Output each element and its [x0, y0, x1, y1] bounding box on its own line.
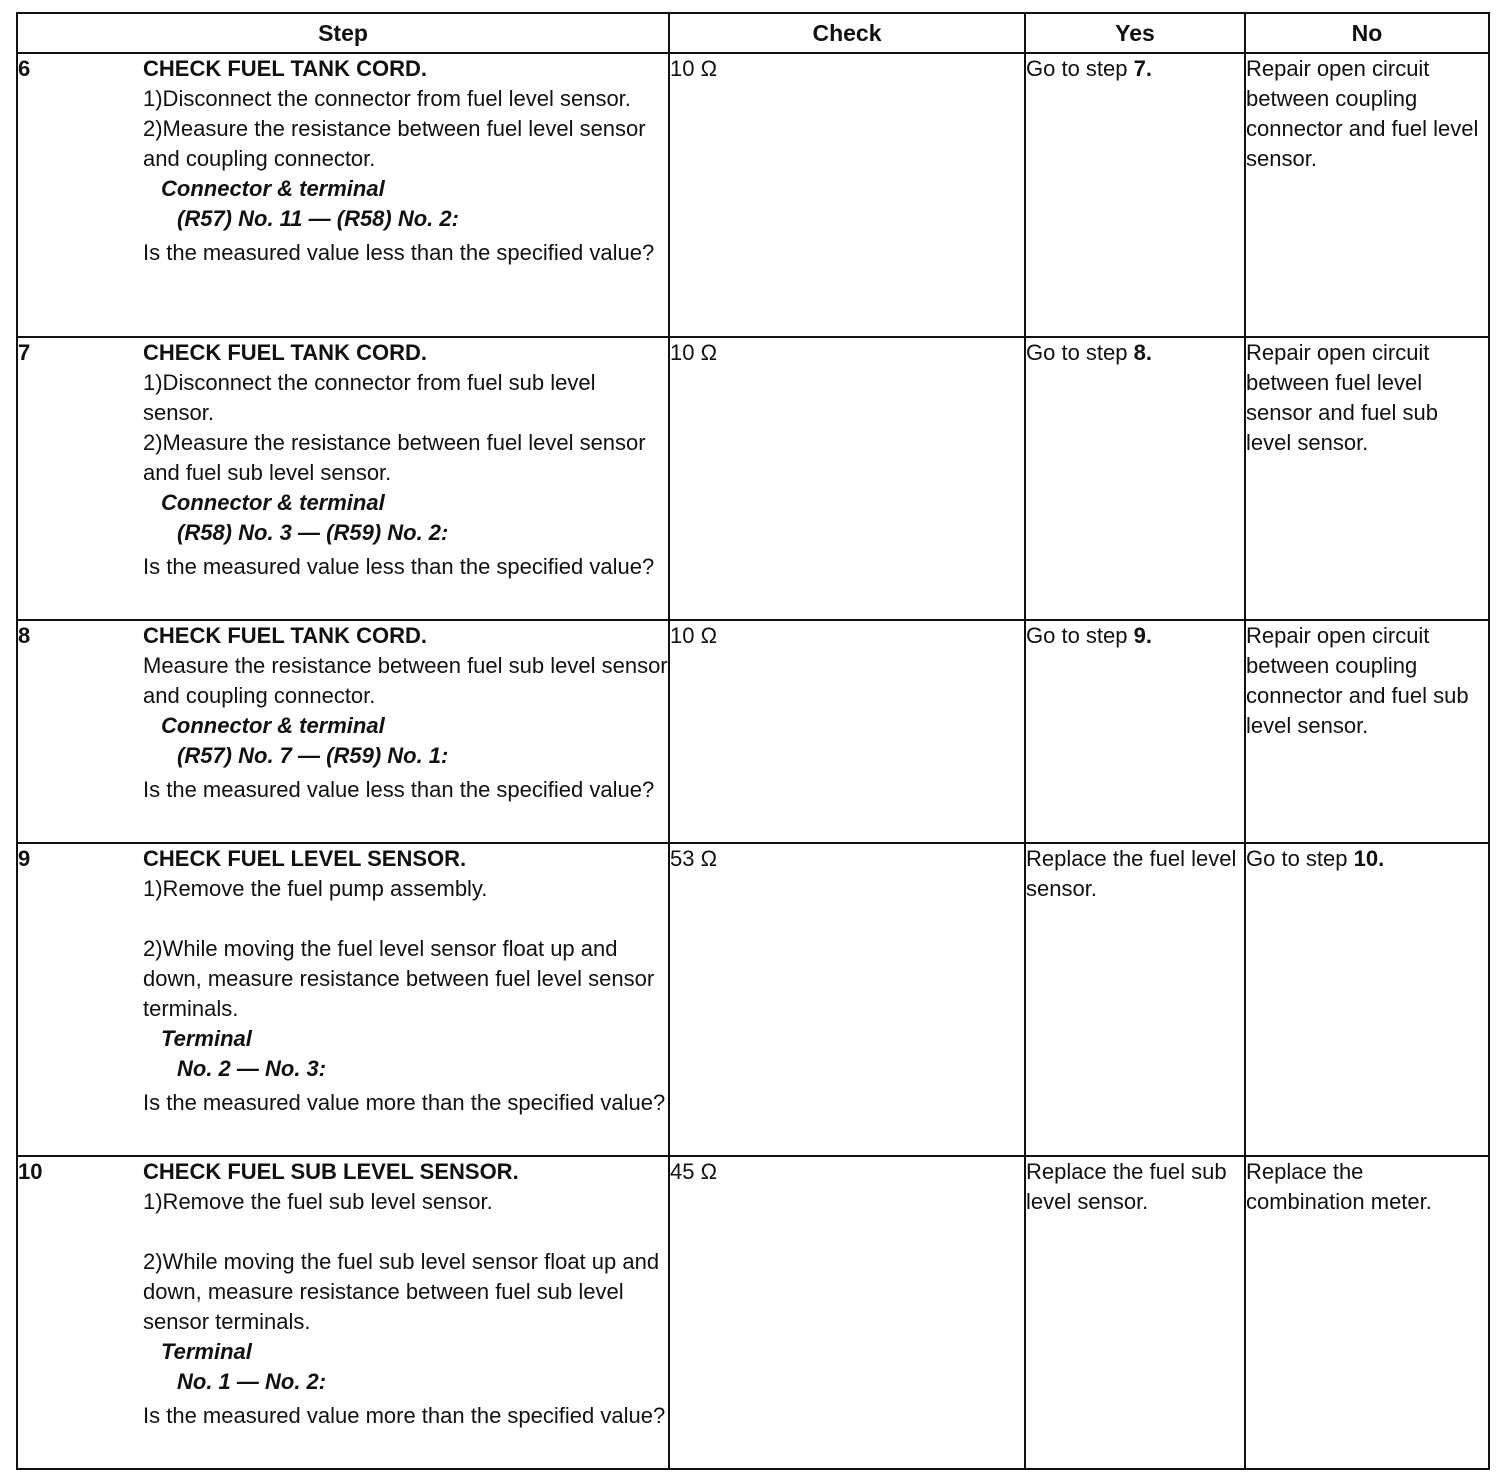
step-number: 6	[17, 53, 143, 337]
step-number: 7	[17, 337, 143, 620]
no-action	[1245, 843, 1489, 1156]
header-row	[17, 13, 1489, 53]
header-step: Step	[17, 13, 669, 53]
step-title: CHECK FUEL LEVEL SENSOR.	[143, 846, 467, 871]
table-row	[17, 843, 1489, 1156]
yes-step-ref: 9.	[1133, 623, 1152, 648]
header-no: No	[1245, 13, 1489, 53]
step-title: CHECK FUEL SUB LEVEL SENSOR.	[143, 1159, 519, 1184]
connector-label: Connector & terminal	[161, 490, 385, 515]
step-number: 9	[17, 843, 143, 1156]
step-question: Is the measured value more than the specified value?	[143, 1090, 666, 1115]
step-line: 1)Remove the fuel sub level sensor.	[143, 1189, 493, 1214]
check-value: 10 Ω	[669, 53, 1025, 337]
no-action: Replace the combination meter.	[1245, 1156, 1489, 1469]
step-content	[143, 1156, 669, 1469]
no-step-ref: 10.	[1353, 846, 1385, 871]
step-content	[143, 843, 669, 1156]
step-question: Is the measured value more than the specified value?	[143, 1403, 666, 1428]
table-row	[17, 337, 1489, 620]
step-number: 10	[17, 1156, 143, 1469]
header-yes: Yes	[1025, 13, 1245, 53]
step-content	[143, 53, 669, 337]
no-action: Repair open circuit between coupling connector and fuel sub level sensor.	[1245, 620, 1489, 843]
step-line: 1)Remove the fuel pump assembly.	[143, 876, 488, 901]
step-line: Measure the resistance between fuel sub level sensor and coupling connector.	[143, 653, 668, 708]
step-line: 1)Disconnect the connector from fuel level sensor.	[143, 86, 631, 111]
no-action: Repair open circuit between coupling connector and fuel level sensor.	[1245, 53, 1489, 337]
step-line: 2)Measure the resistance between fuel level sensor and fuel sub level sensor.	[143, 430, 646, 485]
step-title: CHECK FUEL TANK CORD.	[143, 623, 427, 648]
yes-action	[1025, 620, 1245, 843]
table-row	[17, 620, 1489, 843]
terminal-value: No. 1 — No. 2:	[177, 1369, 327, 1394]
no-text: Go to step	[1246, 846, 1354, 871]
yes-action: Replace the fuel sub level sensor.	[1025, 1156, 1245, 1469]
connector-value: (R58) No. 3 — (R59) No. 2:	[177, 520, 449, 545]
step-question: Is the measured value less than the specified value?	[143, 240, 655, 265]
blank-line	[143, 904, 668, 934]
diagnostic-table	[16, 12, 1490, 1470]
step-content	[143, 620, 669, 843]
terminal-label: Terminal	[161, 1026, 252, 1051]
step-question: Is the measured value less than the specified value?	[143, 777, 655, 802]
check-value: 53 Ω	[669, 843, 1025, 1156]
connector-value: (R57) No. 11 — (R58) No. 2:	[177, 206, 459, 231]
yes-text: Go to step	[1026, 623, 1134, 648]
step-line: 2)While moving the fuel level sensor float up and down, measure resistance between fuel level sensor terminals.	[143, 936, 655, 1021]
step-title: CHECK FUEL TANK CORD.	[143, 340, 427, 365]
blank-line	[143, 1217, 668, 1247]
check-value: 10 Ω	[669, 620, 1025, 843]
table-row	[17, 1156, 1489, 1469]
terminal-label: Terminal	[161, 1339, 252, 1364]
table-row	[17, 53, 1489, 337]
step-line: 2)While moving the fuel sub level sensor float up and down, measure resistance between fuel sub level sensor terminals.	[143, 1249, 660, 1334]
terminal-value: No. 2 — No. 3:	[177, 1056, 327, 1081]
yes-step-ref: 8.	[1133, 340, 1152, 365]
step-line: 1)Disconnect the connector from fuel sub level sensor.	[143, 370, 596, 425]
step-title: CHECK FUEL TANK CORD.	[143, 56, 427, 81]
yes-action	[1025, 337, 1245, 620]
step-number: 8	[17, 620, 143, 843]
connector-label: Connector & terminal	[161, 713, 385, 738]
check-value: 45 Ω	[669, 1156, 1025, 1469]
step-question: Is the measured value less than the specified value?	[143, 554, 655, 579]
check-value: 10 Ω	[669, 337, 1025, 620]
step-line: 2)Measure the resistance between fuel level sensor and coupling connector.	[143, 116, 646, 171]
yes-step-ref: 7.	[1133, 56, 1152, 81]
yes-action	[1025, 53, 1245, 337]
connector-value: (R57) No. 7 — (R59) No. 1:	[177, 743, 449, 768]
yes-text: Go to step	[1026, 340, 1134, 365]
step-content	[143, 337, 669, 620]
yes-text: Go to step	[1026, 56, 1134, 81]
yes-action: Replace the fuel level sensor.	[1025, 843, 1245, 1156]
no-action: Repair open circuit between fuel level sensor and fuel sub level sensor.	[1245, 337, 1489, 620]
header-check: Check	[669, 13, 1025, 53]
connector-label: Connector & terminal	[161, 176, 385, 201]
